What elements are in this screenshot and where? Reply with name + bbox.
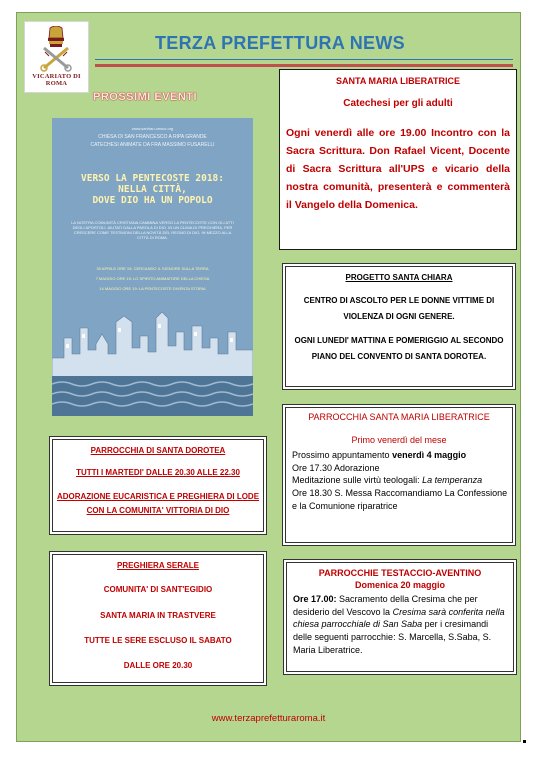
poster-title-line1: VERSO LA PENTECOSTE 2018: bbox=[81, 173, 224, 184]
poster-church: CHIESA DI SAN FRANCESCO A RIPA GRANDE bbox=[98, 134, 207, 140]
primo-venerdi-line4: Ore 18.30 S. Messa Raccomandiamo La Confessione e la Comunione riparatrice bbox=[292, 488, 508, 511]
prossimi-eventi-heading: PROSSIMI EVENTI bbox=[93, 91, 198, 103]
primo-venerdi-subtitle: Primo venerdì del mese bbox=[351, 435, 447, 445]
testaccio-time: Ore 17.00: bbox=[293, 594, 337, 604]
preghiera-title: PREGHIERA SERALE bbox=[117, 561, 199, 570]
box-santa-dorotea bbox=[49, 436, 267, 535]
primo-venerdi-virtue: La temperanza bbox=[422, 475, 483, 486]
box-preghiera-serale bbox=[49, 551, 267, 686]
box-testaccio-aventino bbox=[283, 559, 517, 675]
page-corner-mark bbox=[523, 740, 526, 743]
primo-venerdi-line1: Prossimo appuntamento bbox=[292, 450, 390, 460]
box-progetto-santa-chiara bbox=[282, 263, 516, 390]
header-divider-blue bbox=[95, 59, 513, 60]
header-divider-red bbox=[95, 64, 513, 67]
poster-title-line3: DOVE DIO HA UN POPOLO bbox=[92, 195, 213, 206]
santa-maria-body: Ogni venerdì alle ore 19.00 Incontro con la Sacra Scrittura. Don Rafael Vicent, Docente di Sacra Scrittura all'UPS e vicario della nostra comunità, presenterà e commenterà il Vangelo della Domenica. bbox=[286, 127, 510, 211]
preghiera-orario: DALLE ORE 20.30 bbox=[123, 661, 193, 670]
poster-title-line2: NELLA CITTÀ, bbox=[118, 184, 187, 195]
santa-chiara-text-1: CENTRO DI ASCOLTO PER LE DONNE VITTIME DI VIOLENZA DI OGNI GENERE. bbox=[303, 296, 495, 321]
testaccio-tail: per i cresimandi delle seguenti parrocchie: S. Marcella, S.Saba, S. Maria Liberatrice. bbox=[293, 619, 492, 655]
box-santa-maria-liberatrice bbox=[279, 69, 517, 250]
poster-url: www.sanfran-cesco.org bbox=[131, 126, 174, 131]
santa-chiara-text-2: OGNI LUNEDI' MATTINA E POMERIGGIO AL SECONDO PIANO DEL CONVENTO DI SANTA DOROTEA. bbox=[294, 336, 504, 361]
testaccio-lead: Sacramento della Cresima che per desiderio del Vescovo la bbox=[293, 594, 478, 617]
poster-schedule-2: 7 MAGGIO ORE 19: LO SPIRITO ANIMATORE DELLA CHIESA bbox=[95, 276, 210, 281]
dorotea-title: PARROCCHIA DI SANTA DOROTEA bbox=[90, 446, 226, 455]
testaccio-body bbox=[293, 593, 509, 657]
logo-text: VICARIATO DI ROMA bbox=[32, 73, 81, 87]
poster-schedule-1: 30 APRILE ORE 19: CERCANDO IL SIGNORE SULLA TERRA bbox=[96, 266, 209, 271]
pentecoste-poster bbox=[52, 118, 253, 416]
santa-chiara-title: PROGETTO SANTA CHIARA bbox=[345, 273, 453, 282]
newsletter-page bbox=[16, 12, 521, 742]
santa-maria-title: SANTA MARIA LIBERATRICE bbox=[336, 76, 460, 86]
preghiera-frequenza: TUTTE LE SERE ESCLUSO IL SABATO bbox=[84, 636, 232, 645]
website-link[interactable]: www.terzaprefetturaroma.it bbox=[211, 713, 326, 724]
primo-venerdi-line3: Meditazione sulle virtù teologali: bbox=[292, 475, 420, 486]
dorotea-schedule: TUTTI I MARTEDI' DALLE 20.30 ALLE 22.30 bbox=[76, 468, 240, 477]
primo-venerdi-line2: Ore 17.30 Adorazione bbox=[292, 462, 380, 473]
page-title: TERZA PREFETTURA NEWS bbox=[155, 33, 405, 53]
poster-catechesi: CATECHESI ANIMATE DA FRA MASSIMO FUSARELLI bbox=[90, 142, 215, 148]
vicariato-logo bbox=[24, 21, 89, 93]
preghiera-comunita: COMUNITA' DI SANT'EGIDIO bbox=[103, 585, 213, 594]
primo-venerdi-title: PARROCCHIA SANTA MARIA LIBERATRICE bbox=[308, 412, 490, 422]
poster-intro: LA NOSTRA COMUNITÀ CRISTIANA CAMMINA VERSO LA PENTECOSTE CON GLI ATTI DEGLI APOSTOLI. AIUTATI DALLA PAROLA DI DIO, IN UN CLIMA DI PREGHIERA, PER CRESCERE COME TESTIMONI DELLA NOVITÀ DEL REGNO DI DIO, IN MEZZO ALLA CITTÀ DI ROMA. bbox=[71, 220, 234, 240]
testaccio-italic: Cresima sarà conferita nella chiesa parrocchiale di San Saba bbox=[293, 606, 505, 630]
testaccio-date: Domenica 20 maggio bbox=[354, 580, 446, 590]
box-primo-venerdi bbox=[282, 404, 516, 546]
testaccio-title: PARROCCHIE TESTACCIO-AVENTINO bbox=[318, 568, 482, 578]
poster-title bbox=[62, 173, 243, 206]
primo-venerdi-body bbox=[292, 449, 508, 513]
papal-keys-icon bbox=[39, 26, 73, 72]
preghiera-chiesa: SANTA MARIA IN TRASTVERE bbox=[100, 611, 216, 620]
poster-city-illustration bbox=[52, 288, 253, 416]
poster-schedule-3: 14 MAGGIO ORE 19: LA PENTECOSTE DIVENTA STORIA bbox=[99, 286, 206, 291]
santa-maria-subtitle: Catechesi per gli adulti bbox=[343, 98, 453, 109]
dorotea-adorazione: ADORAZIONE EUCARISTICA E PREGHIERA DI LODE CON LA COMUNITA' VITTORIA DI DIO bbox=[56, 492, 260, 515]
primo-venerdi-date: venerdì 4 maggio bbox=[392, 450, 467, 460]
